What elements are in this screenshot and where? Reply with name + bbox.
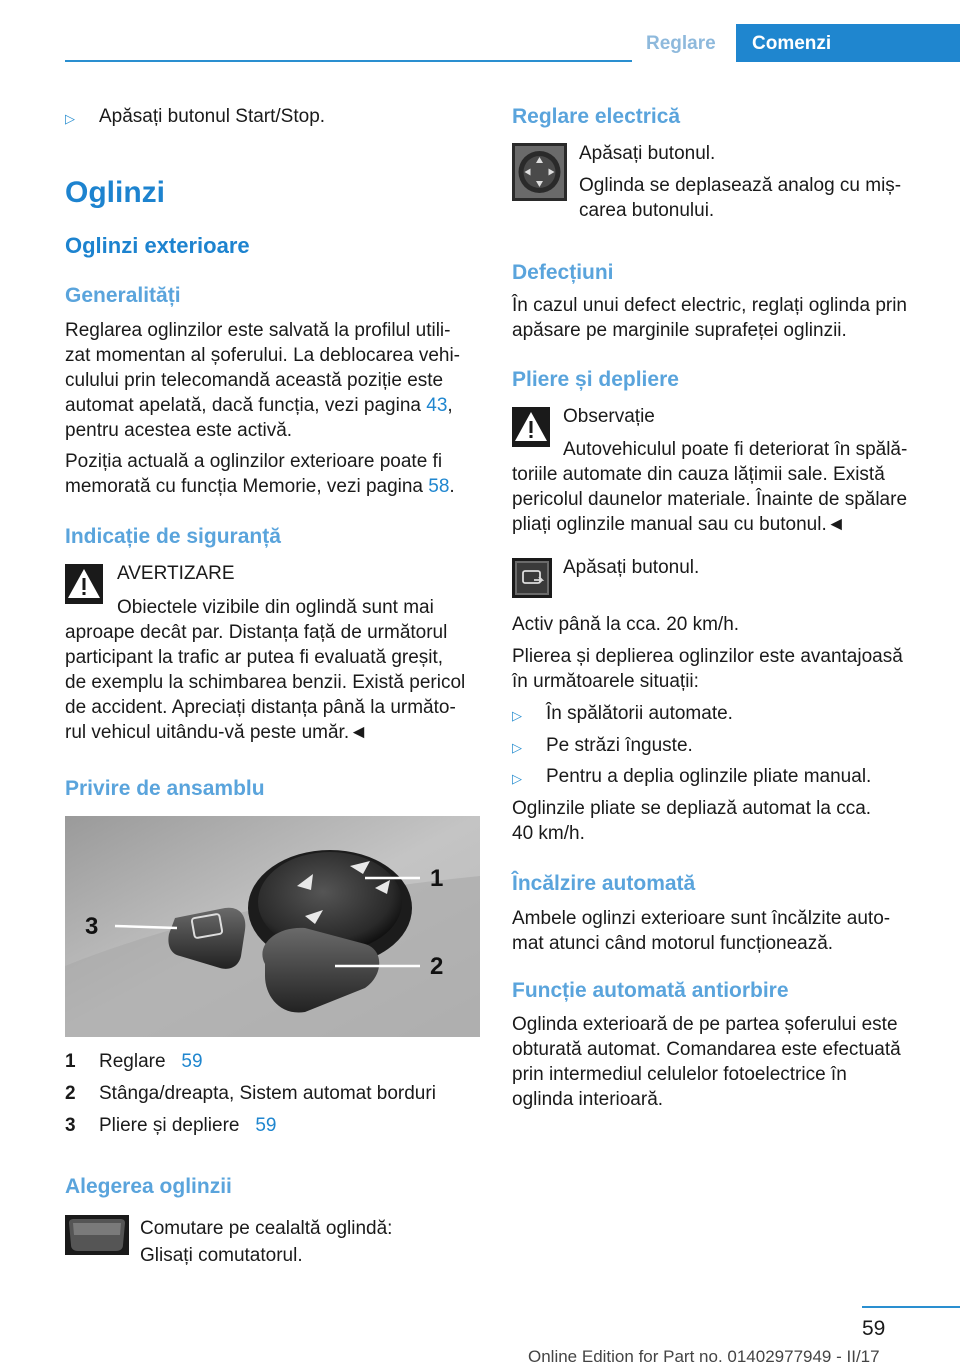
heading-heating: Încălzire automată: [512, 872, 696, 895]
safety-line-1: Obiectele vizibile din oglindă sunt mai: [117, 597, 434, 618]
legend-num-2: 2: [65, 1083, 76, 1104]
heading-defects: Defecțiuni: [512, 261, 614, 284]
triangle-right-icon: ▷: [65, 111, 75, 126]
section-subtitle: Oglinzi exterioare: [65, 233, 250, 258]
general-paragraph-1: [65, 318, 480, 443]
list-item-text: Apăsați butonul Start/Stop.: [99, 106, 326, 127]
edition-note: Online Edition for Part no. 01402977949 - II/17: [528, 1347, 880, 1366]
tab-comenzi-label: Comenzi: [752, 33, 832, 54]
heading-general: Generalități: [65, 284, 181, 307]
text-line: Reglarea oglinzilor este salvată la profilul utili-: [65, 320, 451, 341]
text-line: Oglinda exterioară de pe partea șoferului este: [512, 1014, 898, 1035]
text-line: mat atunci când motorul funcționează.: [512, 933, 834, 954]
heading-overview: Privire de ansamblu: [65, 777, 265, 800]
legend-num-1: 1: [65, 1051, 76, 1072]
text-line: [65, 393, 480, 418]
select-line-2: Glisați comutatorul.: [140, 1245, 303, 1266]
text-span: ,: [447, 395, 453, 416]
text-line: Oglinzile pliate se depliază automat la cca.: [512, 798, 872, 819]
legend-label: Pliere și depliere: [99, 1115, 240, 1136]
legend-text-2: Stânga/dreapta, Sistem automat borduri: [99, 1083, 436, 1104]
safety-label: AVERTIZARE: [117, 563, 235, 584]
electric-line-3: carea butonului.: [579, 200, 715, 221]
triangle-right-icon: ▷: [512, 740, 522, 755]
text-line: prin intermediul celulelor fotoelectrice în: [512, 1064, 847, 1085]
warning-triangle-icon: [65, 564, 103, 604]
fold-press-text: Apăsați butonul.: [563, 557, 700, 578]
defects-text: [512, 293, 927, 343]
fold-note-label: Observație: [563, 406, 655, 427]
page-title: Oglinzi: [65, 176, 165, 209]
text-span: memorată cu funcția Memorie, vezi pagina: [65, 476, 429, 497]
triangle-right-icon: ▷: [512, 771, 522, 786]
page-link-43[interactable]: 43: [426, 395, 448, 416]
text-line: aproape decât par. Distanța față de următorul: [65, 622, 448, 643]
text-line: Ambele oglinzi exterioare sunt încălzite auto-: [512, 908, 891, 929]
fold-active-text: Activ până la cca. 20 km/h.: [512, 614, 740, 635]
antiglare-text: [512, 1012, 927, 1112]
legend-label: Reglare: [99, 1051, 166, 1072]
text-line: [65, 474, 480, 499]
text-line: obturată automat. Comandarea este efectuată: [512, 1039, 901, 1060]
tab-comenzi[interactable]: [736, 24, 960, 62]
text-line: rul vehicul uitându-vă peste umăr.◄: [65, 722, 368, 743]
text-line: culului prin telecomandă această poziție este: [65, 370, 444, 391]
text-line: de accident. Apreciați distanța până la următo-: [65, 697, 456, 718]
text-line: pentru acestea este activă.: [65, 420, 293, 441]
text-line: 40 km/h.: [512, 823, 585, 844]
tab-reglare[interactable]: [632, 24, 736, 62]
mirror-switch-icon: [65, 1215, 129, 1262]
text-line: în următoarele situații:: [512, 671, 699, 692]
legend-num-3: 3: [65, 1115, 76, 1136]
text-line: pliați oglinzile manual sau cu butonul.◄: [512, 514, 846, 535]
mirror-joystick-icon: [512, 143, 567, 208]
text-span: .: [449, 476, 455, 497]
fold-advantages-text: [512, 644, 927, 694]
electric-line-2: Oglinda se deplasează analog cu miș-: [579, 175, 902, 196]
heating-text: [512, 906, 927, 956]
safety-text: [65, 620, 480, 745]
page-link-59[interactable]: 59: [181, 1051, 203, 1072]
mirror-fold-button-icon: [512, 558, 552, 605]
triangle-right-icon: ▷: [512, 708, 522, 723]
text-span: automat apelată, dacă funcția, vezi pagina: [65, 395, 427, 416]
heading-electric: Reglare electrică: [512, 105, 681, 128]
mirror-controls-photo: [65, 816, 480, 1037]
text-line: zat momentan al șoferului. La deblocarea vehi-: [65, 345, 461, 366]
legend-text-1: [99, 1049, 203, 1074]
fold-auto-text: [512, 796, 927, 846]
heading-safety: Indicație de siguranță: [65, 525, 281, 548]
callout-1: 1: [430, 865, 444, 892]
text-line: toriile automate din cauza lățimii sale. Există: [512, 464, 885, 485]
fold-note-text: [512, 462, 927, 537]
list-item-text: Pe străzi înguste.: [546, 735, 693, 756]
text-line: oglinda interioară.: [512, 1089, 664, 1110]
text-line: Plierea și deplierea oglinzilor este avantajoasă: [512, 646, 903, 667]
heading-antiglare: Funcție automată antiorbire: [512, 979, 789, 1002]
fold-note-line-1: Autovehiculul poate fi deteriorat în spălă-: [563, 439, 908, 460]
callout-3: 3: [85, 913, 99, 940]
text-line: pericolul daunelor materiale. Înainte de spălare: [512, 489, 908, 510]
general-paragraph-2: [65, 449, 480, 499]
list-item-text: Pentru a deplia oglinzile pliate manual.: [546, 766, 872, 787]
footer-rule: [862, 1306, 960, 1308]
warning-triangle-icon: [512, 407, 550, 447]
text-line: de exemplu la schimbarea benzii. Există pericol: [65, 672, 466, 693]
page-link-58[interactable]: 58: [428, 476, 450, 497]
select-line-1: Comutare pe cealaltă oglindă:: [140, 1218, 393, 1239]
page-number: 59: [862, 1317, 886, 1340]
legend-text-3: [99, 1113, 276, 1138]
tab-reglare-label: Reglare: [646, 33, 716, 54]
text-line: participant la trafic ar putea fi evaluată greșit,: [65, 647, 444, 668]
list-item-text: În spălătorii automate.: [546, 703, 733, 724]
text-line: apăsare pe marginile suprafeței oglinzii.: [512, 320, 847, 341]
page-link-59[interactable]: 59: [255, 1115, 277, 1136]
callout-2: 2: [430, 953, 444, 980]
text-line: În cazul unui defect electric, reglați oglinda prin: [512, 295, 908, 316]
heading-fold: Pliere și depliere: [512, 368, 679, 391]
heading-select-mirror: Alegerea oglinzii: [65, 1175, 232, 1198]
electric-line-1: Apăsați butonul.: [579, 143, 716, 164]
text-line: Poziția actuală a oglinzilor exterioare poate fi: [65, 451, 443, 472]
